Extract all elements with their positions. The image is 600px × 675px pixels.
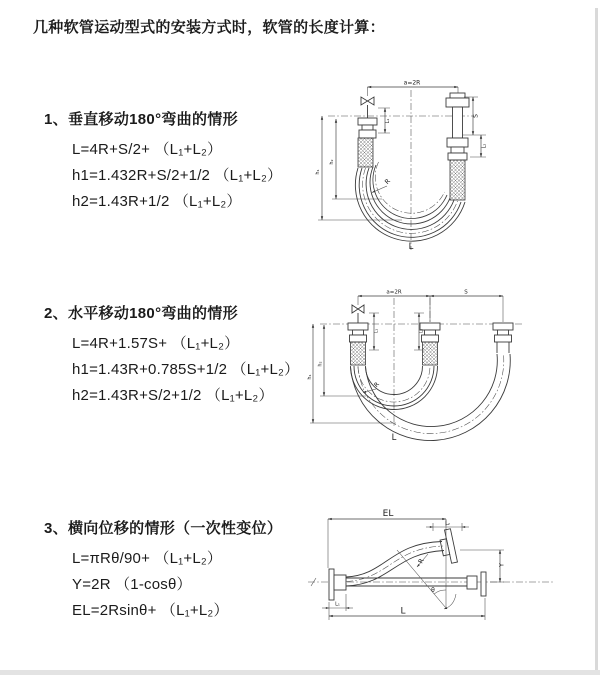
dim-label-l1: L₁	[385, 118, 391, 124]
dim-label-s: S	[472, 114, 480, 118]
section-3-heading: 3、横向位移的情形（一次性变位）	[44, 520, 283, 537]
hose-centerline-arc	[363, 168, 458, 233]
section-3-formulas	[72, 546, 282, 624]
tilted-flange-fitting	[438, 529, 457, 565]
angle-label-theta: θ	[431, 587, 435, 594]
diagram-3-lateral-displacement	[300, 498, 600, 673]
dim-label-h1: h₁	[306, 374, 313, 380]
extension-line	[368, 87, 459, 96]
dim-label-l: L	[400, 606, 406, 617]
section-2-heading: 2、水平移动180°弯曲的情形	[44, 305, 238, 322]
formula-line: h2=1.43R+1/2 （L₁+L₂）	[72, 193, 242, 210]
braided-hose-section	[351, 342, 366, 365]
dim-label-l: L	[391, 433, 397, 443]
formula-line: Y=2R （1-cosθ）	[72, 576, 192, 593]
radius-label-r: R	[416, 557, 426, 565]
right-flange-fitting	[446, 93, 469, 200]
braided-hose-section	[423, 342, 438, 365]
dim-label-l1: L₁	[335, 601, 340, 608]
section-1	[44, 110, 282, 215]
hose-centerline-arc	[375, 162, 444, 213]
dim-label-y: Y	[498, 563, 506, 567]
section-2-formulas	[72, 331, 299, 409]
formula-line: L=πRθ/90+ （L₁+L₂）	[72, 550, 223, 567]
right-flange-fitting	[493, 323, 513, 353]
curved-hose-centerline	[346, 546, 443, 582]
formula-line: h1=1.43R+0.785S+1/2 （L₁+L₂）	[72, 361, 300, 378]
hose-arc	[355, 168, 465, 241]
right-flange-fitting	[467, 572, 486, 596]
diagram-2-horizontal-u-bend	[308, 282, 598, 452]
scan-edge-right	[595, 8, 598, 675]
dim-label-l: L	[408, 242, 414, 252]
page-title: 几种软管运动型式的安装方式时，软管的长度计算：	[33, 19, 385, 36]
left-flange-fitting	[348, 323, 368, 365]
section-1-formulas	[72, 137, 282, 215]
dim-label-a2r: a=2R	[386, 289, 402, 296]
formula-line: h2=1.43R+S/2+1/2 （L₁+L₂）	[72, 387, 274, 404]
formula-line: h1=1.432R+S/2+1/2 （L₁+L₂）	[72, 167, 283, 184]
section-1-heading: 1、垂直移动180°弯曲的情形	[44, 111, 238, 128]
radius-label-r: R	[372, 380, 381, 389]
hose-arc	[370, 167, 450, 224]
hose-arc	[373, 165, 447, 219]
dim-label-h1: h₁	[315, 169, 321, 175]
radius-leader-arrow	[363, 389, 376, 393]
scan-edge-bottom	[0, 670, 600, 675]
dim-label-el: EL	[382, 509, 394, 519]
braided-hose-section	[358, 138, 373, 167]
dim-label-a2r: a=2R	[403, 79, 421, 87]
dim-label-h2: h₂	[329, 159, 335, 165]
diagram-1-vertical-u-bend	[312, 72, 597, 262]
dim-label-l1: L₁	[374, 328, 380, 334]
left-flange-fitting	[329, 569, 346, 600]
dim-label-h2: h₂	[317, 361, 324, 367]
radius-label-r: R	[383, 177, 393, 187]
left-flange-fitting	[358, 118, 377, 167]
dim-label-l2: L₂	[481, 143, 488, 149]
angle-arc	[434, 590, 446, 594]
curved-hose-wall	[346, 542, 442, 578]
section-2	[44, 304, 299, 409]
section-3	[44, 519, 282, 624]
formula-line: EL=2Rsinθ+ （L₁+L₂）	[72, 602, 229, 619]
formula-line: L=4R+S/2+ （L₁+L₂）	[72, 141, 223, 158]
valve-icon	[361, 97, 374, 118]
dim-label-l2: L₂	[445, 521, 450, 527]
dim-label-s: S	[464, 289, 468, 296]
extension-line	[358, 296, 503, 322]
formula-line: L=4R+1.57S+ （L₁+L₂）	[72, 335, 240, 352]
braided-hose-section	[450, 160, 465, 200]
dim-label-l2: L₂	[419, 328, 425, 334]
valve-icon	[352, 305, 364, 323]
